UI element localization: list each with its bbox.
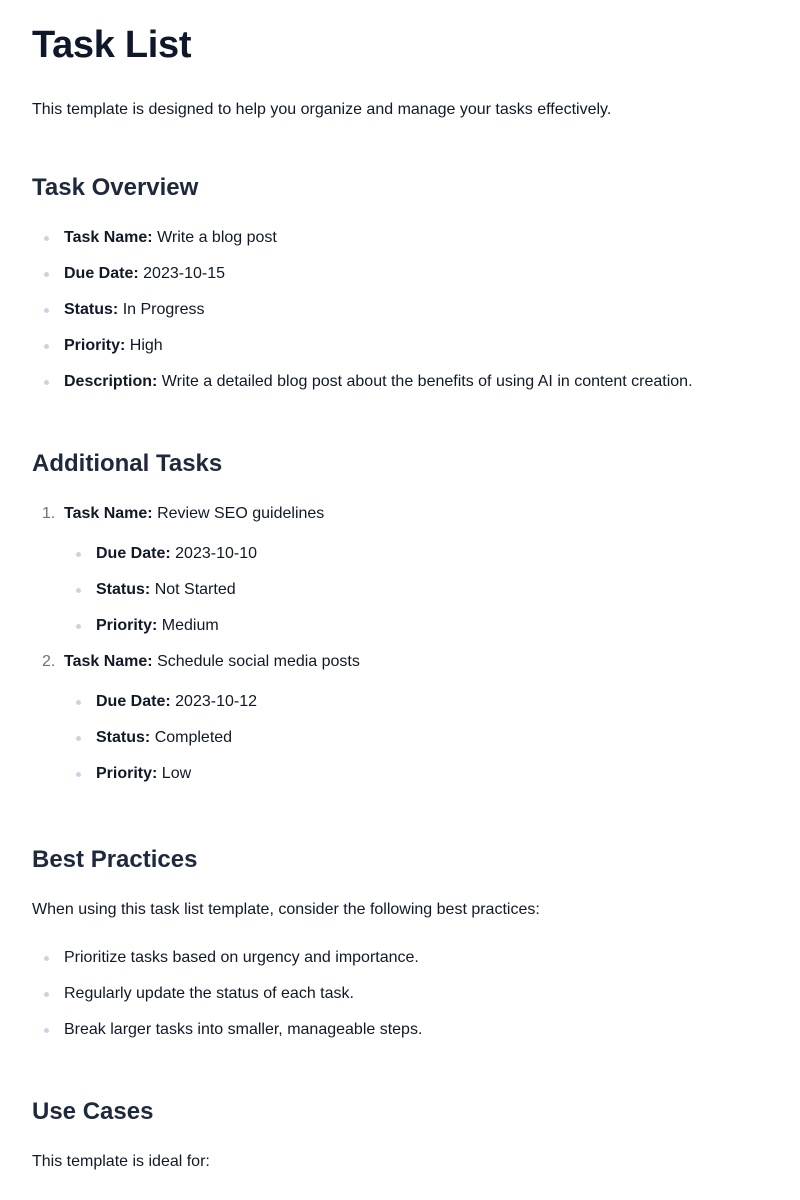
list-item <box>64 543 768 565</box>
field-label: Status: <box>96 729 151 746</box>
additional-tasks-heading: Additional Tasks <box>32 450 223 477</box>
field-label: Status: <box>96 581 151 598</box>
best-practices-heading: Best Practices <box>32 846 198 873</box>
field-label: Due Date: <box>96 545 171 562</box>
list-item <box>64 727 768 749</box>
best-practices-intro: When using this task list template, consider the following best practices: <box>32 901 540 918</box>
list-item <box>64 763 768 785</box>
use-cases-section <box>32 1097 768 1173</box>
task-details-list <box>64 543 768 637</box>
task-item <box>32 503 768 637</box>
list-item <box>64 579 768 601</box>
field-value: 2023-10-10 <box>175 545 257 562</box>
additional-tasks-section <box>32 449 768 799</box>
field-label: Due Date: <box>64 265 139 282</box>
task-overview-section <box>32 173 768 407</box>
task-item <box>32 651 768 785</box>
list-item: Prioritize tasks based on urgency and importance. <box>32 947 768 969</box>
field-value: In Progress <box>122 301 205 318</box>
list-item: Break larger tasks into smaller, manageable steps. <box>32 1019 768 1041</box>
field-label: Priority: <box>64 337 126 354</box>
field-label: Priority: <box>96 617 158 634</box>
additional-tasks-list <box>32 503 768 785</box>
list-item <box>32 227 768 249</box>
list-item <box>32 299 768 321</box>
field-value: Write a detailed blog post about the benefits of using AI in content creation. <box>161 373 693 390</box>
task-overview-list <box>32 227 768 393</box>
field-label: Due Date: <box>96 693 171 710</box>
field-label: Status: <box>64 301 119 318</box>
task-number: 1. <box>42 505 56 522</box>
field-label: Priority: <box>96 765 158 782</box>
task-overview-heading: Task Overview <box>32 174 199 201</box>
task-name: Review SEO guidelines <box>157 505 325 522</box>
task-number: 2. <box>42 653 56 670</box>
field-value: 2023-10-15 <box>143 265 225 282</box>
best-practices-list <box>32 947 768 1041</box>
field-label: Task Name: <box>64 229 153 246</box>
field-value: Write a blog post <box>157 229 277 246</box>
field-value: Not Started <box>154 581 236 598</box>
field-value: Low <box>161 765 192 782</box>
list-item <box>32 335 768 357</box>
best-practices-section <box>32 845 768 1055</box>
list-item <box>32 371 768 393</box>
page-title: Task List <box>32 24 192 66</box>
task-name: Schedule social media posts <box>157 653 360 670</box>
field-value: High <box>129 337 163 354</box>
list-item: Regularly update the status of each task. <box>32 983 768 1005</box>
use-cases-intro: This template is ideal for: <box>32 1153 210 1170</box>
intro-paragraph: This template is designed to help you organize and manage your tasks effectively. <box>32 101 612 118</box>
list-item <box>32 263 768 285</box>
field-label: Task Name: <box>64 505 153 522</box>
list-item <box>64 691 768 713</box>
field-label: Description: <box>64 373 158 390</box>
field-value: Medium <box>161 617 219 634</box>
intro-section <box>32 99 768 121</box>
field-value: 2023-10-12 <box>175 693 257 710</box>
use-cases-heading: Use Cases <box>32 1098 154 1125</box>
task-details-list <box>64 691 768 785</box>
list-item <box>64 615 768 637</box>
field-label: Task Name: <box>64 653 153 670</box>
field-value: Completed <box>154 729 233 746</box>
